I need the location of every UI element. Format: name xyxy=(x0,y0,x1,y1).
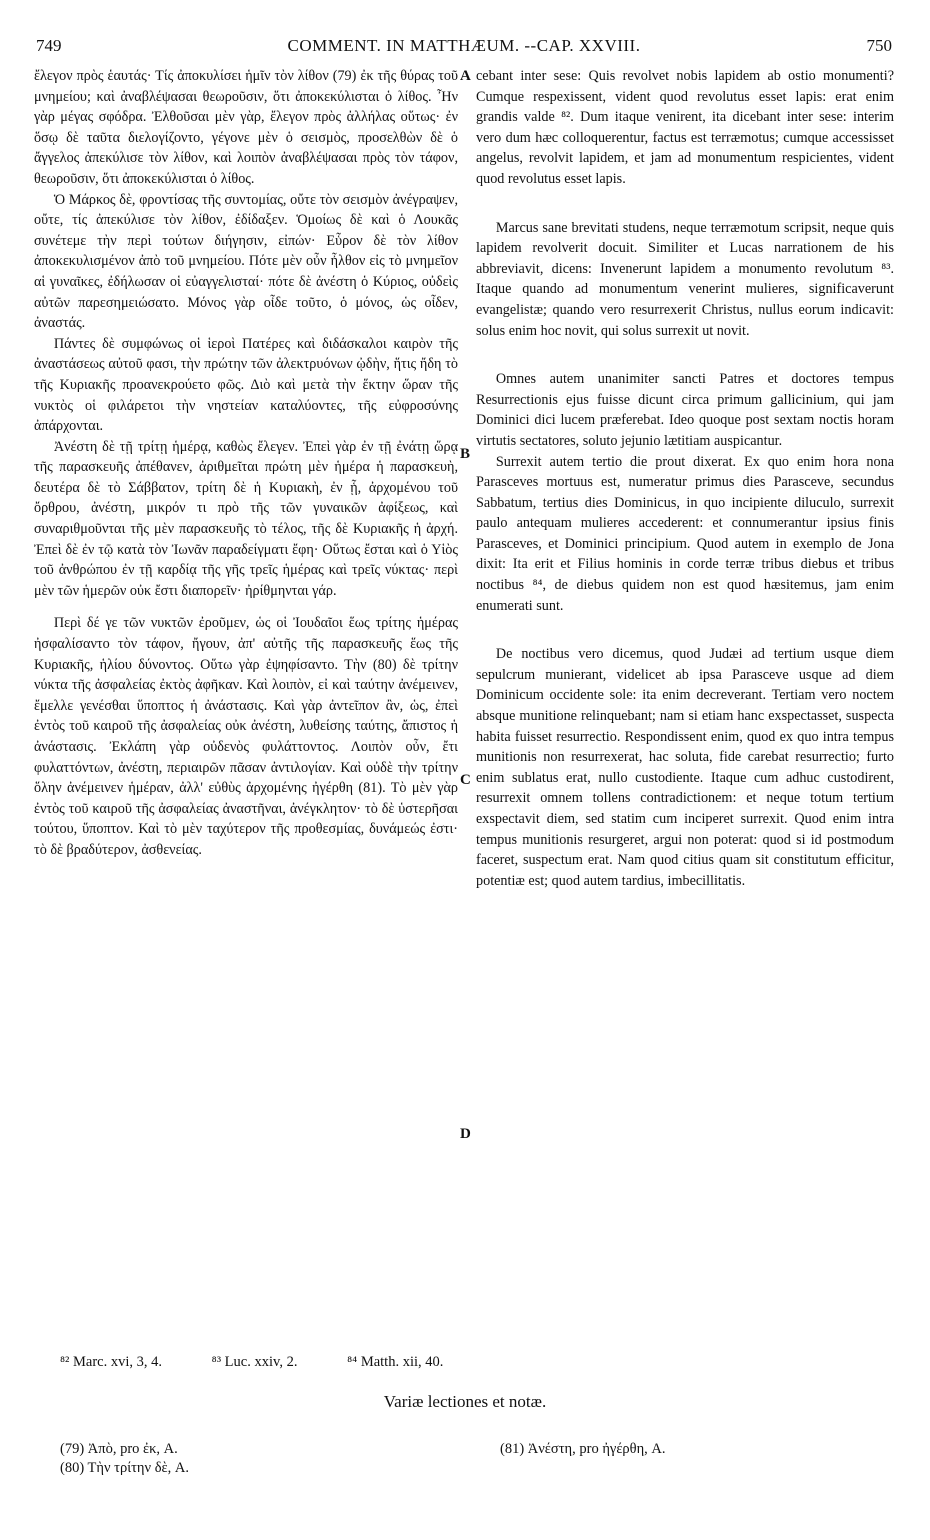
greek-column xyxy=(34,66,458,861)
latin-column xyxy=(476,66,894,891)
variant-readings-left xyxy=(60,1440,189,1478)
variant-readings-right xyxy=(500,1440,666,1459)
variant-reading: (81) Ἀνέστη, pro ἠγέρθη, A. xyxy=(500,1441,666,1457)
greek-paragraph: Ὁ Μάρκος δὲ, φροντίσας τῆς συντομίας, οὔτε τὸν σεισμὸν ἀνέγραψεν, οὔτε, τίς ἀπεκύλισε τὸν λίθον, ἐδίδαξεν. Ὁμοίως δὲ καὶ ὁ Λουκᾶς συνέτεμε τὴν περὶ τούτων διήγησιν, εἰπών· Εὗρον δὲ τὸν λίθον ἀποκεκυλισμένον ἀπὸ τοῦ μνημείου. Πότε μὲν οὖν ἦλθον εἰς τὸ μνημεῖον αἱ γυναῖκες, ἐδήλωσαν οἱ εὐαγγελισταί· πότε δὲ ἀνέστη ὁ Κύριος, οὐδεὶς αὐτῶν παρεσημειώσατο. Μόνος γὰρ οἶδε τοῦτο, ὁ μόνος, ὡς οἶδεν, ἀναστάς. xyxy=(34,191,458,332)
section-marker-c: C xyxy=(460,772,471,788)
latin-paragraph: cebant inter sese: Quis revolvet nobis lapidem ab ostio monumenti? Cumque respexissent, vident quod revolutus esset lapis: erat enim grandis valde ⁸². Dum itaque venirent, ita dicebant inter sese: interim vero dum hæc colloquerentur, factus est terræmotus; cumque accessisset angelus, revolvit lapidem, et jam ad monumentum respicientes, vident quod revolutus esset lapis. xyxy=(476,68,894,187)
footnote: ⁸² Marc. xvi, 3, 4. xyxy=(60,1354,163,1370)
footnote: ⁸⁴ Matth. xii, 40. xyxy=(347,1354,444,1370)
latin-paragraph: Omnes autem unanimiter sancti Patres et doctores tempus Resurrectionis ejus fuisse dicunt circa primum gallicinium, qui jam Dominici dici lucem præferebat. Ideo quoque post sextam noctis horam virtutis sectatores, soluto jejunio lætitiam auspicantur. xyxy=(476,371,894,449)
greek-paragraph: Πάντες δὲ συμφώνως οἱ ἱεροὶ Πατέρες καὶ διδάσκαλοι καιρὸν τῆς ἀναστάσεως αὐτοῦ φασι, τὴν πρώτην τῶν ἀλεκτρυόνων ᾠδὴν, ἥτις ἤδη τὸ τῆς Κυριακῆς προανεκρούετο φῶς. Διὸ καὶ μετὰ τὴν ἕκτην ὥραν τῆς νυκτὸς οἱ φιλάρετοι τὴν νηστείαν καταλύοντες, τῆς εὐφροσύνης ἀπάρχονται. xyxy=(34,335,458,435)
section-marker-b: B xyxy=(460,446,471,462)
variae-lectiones-title: Variæ lectiones et notæ. xyxy=(383,1392,547,1411)
page-number-right: 750 xyxy=(866,36,892,55)
running-title: COMMENT. IN MATTHÆUM. --CAP. XXVIII. xyxy=(287,36,641,55)
footnote: ⁸³ Luc. xxiv, 2. xyxy=(211,1354,298,1370)
page-header xyxy=(36,36,892,62)
latin-paragraph: De noctibus vero dicemus, quod Judæi ad tertium usque diem sepulcrum munierant, videlicet ab ipsa Parasceve usque ad diem Dominicum occidente sole: ita enim decreverant. Tertiam vero noctem absque munitione relinquebant; nam si etiam hanc exspectasset, suspecta habita fuisset resurrectio. Respondissent enim, quod ex quo intra tempus munitionis non resurrexerat, hac soluta, fide carebat resurrectio; furto enim sublatus erat, nullo custodiente. Itaque cum adhuc custodirent, resurrexit omnem tollens contradictionem: et neque totum tertium exspectavit diem, sed statim cum inciperet surrexit. Quod enim intra tempus munitionis resurgeret, argui non poterat: quod si id postmodum faceret, suspectum erat. Nam quod citius quam sit constitutum efficitur, potentiæ est; quod autem tardius, imbecillitatis. xyxy=(476,646,894,889)
scripture-references xyxy=(60,1354,900,1371)
variant-reading: (79) Ἀπὸ, pro ἐκ, A. xyxy=(60,1441,178,1457)
latin-paragraph: Surrexit autem tertio die prout dixerat. Ex quo enim hora nona Parasceves mortuus est, numeratur primus dies Parasceve, secundus Sabbatum, tertius dies Dominicus, in quo incipiente diluculo, surrexit paulo antequam mulieres accederent: et connumerantur ipsius finis Parasceves, et Dominici principium. Quod autem in exemplo de Jona dixit: Ita erit et Filius hominis in corde terræ tribus diebus et tribus noctibus ⁸⁴, de diebus quidem non est quod hæsitemus, jam enim enumerati sunt. xyxy=(476,453,894,614)
section-marker-d: D xyxy=(460,1126,471,1142)
section-marker-a: A xyxy=(460,68,471,84)
variant-reading: (80) Τὴν τρίτην δὲ, A. xyxy=(60,1460,189,1476)
greek-paragraph: Περὶ δέ γε τῶν νυκτῶν ἐροῦμεν, ὡς οἱ Ἰουδαῖοι ἕως τρίτης ἡμέρας ἠσφαλίσαντο τὸν τάφον, ἤγουν, ἀπ' αὐτῆς τῆς παρασκευῆς ἕως τῆς Κυριακῆς, ἡλίου δύνοντος. Οὕτω γὰρ ἐψηφίσαντο. Τὴν (80) δὲ τρίτην νύκτα τῆς ἀσφαλείας ἐκτὸς ἀφῆκαν. Καὶ λοιπὸν, εἰ καὶ ταύτην ἀνέμεινεν, ἔμελλε γενέσθαι ὕποπτος ἡ ἀνάστασις. Καὶ γὰρ ἀντεῖπον ἂν, ὡς, ἐπεὶ ἐντὸς τοῦ καιροῦ τῆς ἀσφαλείας οὐκ ἀνέστη, λυθείσης ταύτης, ἄπιστος ἡ ἀνάστασις. Ἐκλάπη γὰρ οὐδενὸς φυλάττοντος. Λοιπὸν οὖν, ἔτι φυλαττόντων, ἀνέστη, περιαιρῶν πᾶσαν ἀντιλογίαν. Καὶ οὐδὲ τὴν τρίτην ὅλην ἀνέμεινεν ἡμέραν, ἀλλ' εὐθὺς ἀρχομένης ἠγέρθη (81). Τὸ μὲν γὰρ ἐντὸς τοῦ καιροῦ τῆς ἀσφαλείας ἀναστῆναι, ἀνέγκλητον· τὸ δὲ ὑστερῆσαι τούτου, ὕποπτον. Καὶ τὸ μὲν ταχύτερον τῆς προθεσμίας, δυνάμεώς ἐστι· τὸ δὲ βραδύτερον, ἀσθενείας. xyxy=(34,615,458,858)
greek-paragraph: ἔλεγον πρὸς ἑαυτάς· Τίς ἀποκυλίσει ἡμῖν τὸν λίθον (79) ἐκ τῆς θύρας τοῦ μνημείου; καὶ ἀναβλέψασαι θεωροῦσιν, ὅτι ἀποκεκύλισται ὁ λίθος. Ἦν γὰρ μέγας σφόδρα. Ἐλθοῦσαι μὲν γὰρ, ἔλεγον πρὸς ἀλλήλας οὕτως· ἐν ὅσῳ δὲ ταῦτα διελογίζοντο, γέγονε μὲν ὁ σεισμὸς, προσελθὼν δὲ ὁ ἄγγελος ἀπεκύλισε τὸν λίθον, καὶ λοιπὸν ἀναβλέψασαι πρὸς τὸν τάφον, θεωροῦσιν, ὅτι ἀποκεκύλισται ὁ λίθος. xyxy=(34,68,458,187)
page-number-left: 749 xyxy=(36,36,62,55)
latin-paragraph: Marcus sane brevitati studens, neque terræmotum scripsit, neque quis lapidem revolverit docuit. Similiter et Lucas narrationem de his abbreviavit, dicens: Invenerunt lapidem a monumento revolutum ⁸³. Itaque quando ad monumentum venerint mulieres, significaverunt evangelistæ; quando vero resurrexerit Christus, nullus eorum indicavit: solus enim hoc novit, qui solus surrexit ut novit. xyxy=(476,219,894,339)
greek-paragraph: Ἀνέστη δὲ τῇ τρίτῃ ἡμέρᾳ, καθὼς ἔλεγεν. Ἐπεὶ γὰρ ἐν τῇ ἐνάτῃ ὥρᾳ τῆς παρασκευῆς ἀπέθανεν, ἀριθμεῖται πρώτη μὲν ἡμέρα ἡ παρασκευὴ, δευτέρα δὲ τὸ Σάββατον, τρίτη δὲ ἡ Κυριακὴ, ἐν ᾗ, ἀρχομένου τοῦ ὄρθρου, ἀνέστη, μικρόν τι πρὸ τῆς τῶν γυναικῶν ἀφίξεως, καὶ συναριθμοῦνται τῆς μὲν παρασκευῆς τὸ τέλος, τῆς δὲ Κυριακῆς ἡ ἀρχή. Ἐπεὶ δὲ ἐν τῷ κατὰ τὸν Ἰωνᾶν παραδείγματι ἔφη· Οὕτως ἔσται καὶ ὁ Υἱὸς τοῦ ἀνθρώπου ἐν τῇ καρδίᾳ τῆς γῆς τρεῖς ἡμέρας καὶ τρεῖς νύκτας· περὶ μὲν τῶν ἡμερῶν οὐκ ἔστι διαπορεῖν· ἠρίθμηνται γάρ. xyxy=(34,438,458,599)
